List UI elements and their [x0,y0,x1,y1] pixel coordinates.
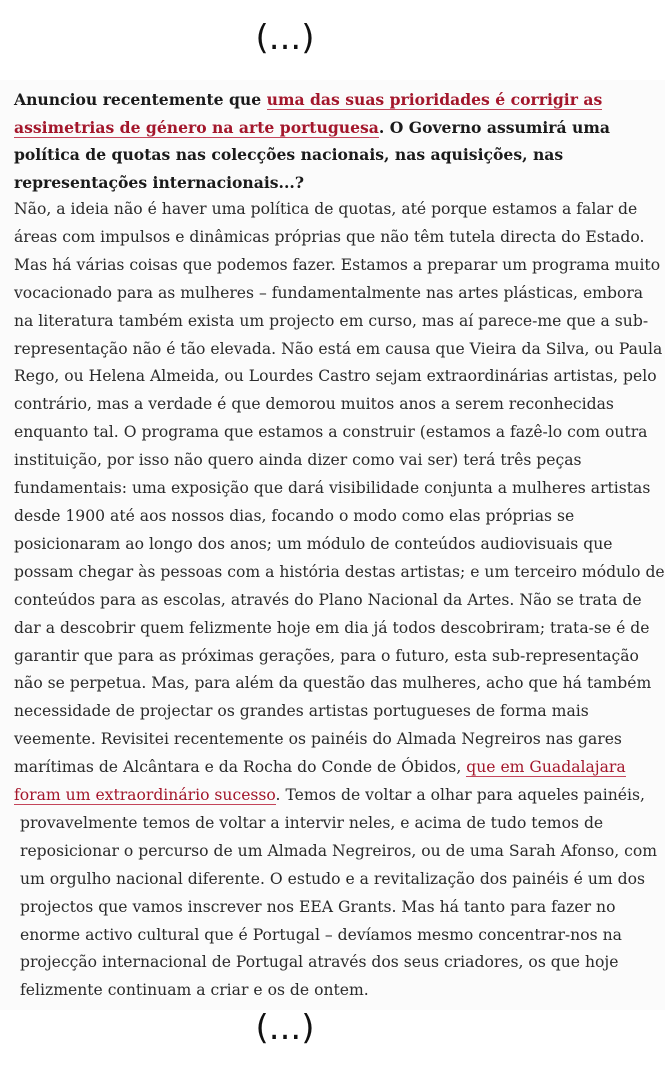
answer-line: um orgulho nacional diferente. O estudo e a revitalização dos painéis é um dos [20,869,645,888]
gender-asymmetry-link[interactable]: assimetrias de género na arte portuguesa [14,117,379,137]
answer-paragraph [14,196,665,1005]
answer-line: Não, a ideia não é haver uma política de quotas, até porque estamos a falar de [14,200,638,218]
answer-line: conteúdos para as escolas, através do Plano Nacional da Artes. Não se trata de [14,590,642,609]
question-line [14,114,654,142]
priorities-link[interactable]: uma das suas prioridades é corrigir as [266,90,603,109]
ellipsis-bottom: (...) [255,1008,315,1048]
answer-line: projecção internacional de Portugal através dos seus criadores, os que hoje [20,953,619,972]
answer-line [14,782,659,810]
question-text: Anunciou recentemente que [14,90,267,109]
answer-line [14,754,659,782]
answer-line: garantir que para as próximas gerações, para o futuro, esta sub-representação [14,646,639,665]
question-line [14,86,654,114]
answer-line: não se perpetua. Mas, para além da questão das mulheres, acho que há também [14,674,652,693]
answer-line: dar a descobrir quem felizmente hoje em dia já todos descobriram; trata-se é de [14,618,650,637]
answer-line: contrário, mas a verdade é que demorou muitos anos a serem reconhecidas [14,395,614,414]
answer-line: Mas há várias coisas que podemos fazer. Estamos a preparar um programa muito [14,255,661,274]
answer-line: vocacionado para as mulheres – fundamentalmente nas artes plásticas, embora [14,283,644,302]
answer-line: reposicionar o percurso de um Almada Negreiros, ou de uma Sarah Afonso, com [20,841,658,860]
answer-line: veemente. Revisitei recentemente os painéis do Almada Negreiros nas gares [14,730,622,749]
answer-line: possam chegar às pessoas com a história destas artistas; e um terceiro módulo de [14,562,665,581]
answer-line: Rego, ou Helena Almeida, ou Lourdes Castro sejam extraordinárias artistas, pelo [14,367,657,386]
answer-line: felizmente continuam a criar e os de ontem. [20,981,369,1000]
answer-line: posicionaram ao longo dos anos; um módulo de conteúdos audiovisuais que [14,534,613,553]
interview-panel [0,80,665,1010]
answer-line: necessidade de projectar os grandes artistas portugueses de forma mais [14,702,589,721]
answer-line: provavelmente temos de voltar a intervir neles, e acima de tudo temos de [20,813,604,832]
answer-line: desde 1900 até aos nossos dias, focando o modo como elas próprias se [14,506,575,525]
answer-line: na literatura também exista um projecto em curso, mas aí parece-me que a sub- [14,311,649,330]
answer-text: . Temos de voltar a olhar para aqueles painéis, [275,786,645,805]
question-text: . O Governo assumirá uma [378,117,610,137]
success-link[interactable]: foram um extraordinário sucesso [14,786,276,805]
question-line: política de quotas nas colecções nacionais, nas aquisições, nas [14,145,564,164]
answer-line: instituição, por isso não quero ainda dizer como vai ser) terá três peças [14,451,582,470]
answer-line: representação não é tão elevada. Não está em causa que Vieira da Silva, ou Paula [14,339,663,358]
answer-line: enorme activo cultural que é Portugal – devíamos mesmo concentrar-nos na [20,925,622,944]
question-paragraph [14,86,654,196]
guadalajara-link[interactable]: que em Guadalajara [466,758,626,777]
answer-line: projectos que vamos inscrever nos EEA Grants. Mas há tanto para fazer no [20,897,616,916]
ellipsis-top: (...) [255,18,315,58]
answer-text: marítimas de Alcântara e da Rocha do Conde de Óbidos, [14,758,467,777]
answer-line: áreas com impulsos e dinâmicas próprias que não têm tutela directa do Estado. [14,227,645,246]
question-line: representações internacionais...? [14,172,304,192]
answer-line: enquanto tal. O programa que estamos a construir (estamos a fazê-lo com outra [14,423,648,442]
answer-line: fundamentais: uma exposição que dará visibilidade conjunta a mulheres artistas [14,479,651,498]
